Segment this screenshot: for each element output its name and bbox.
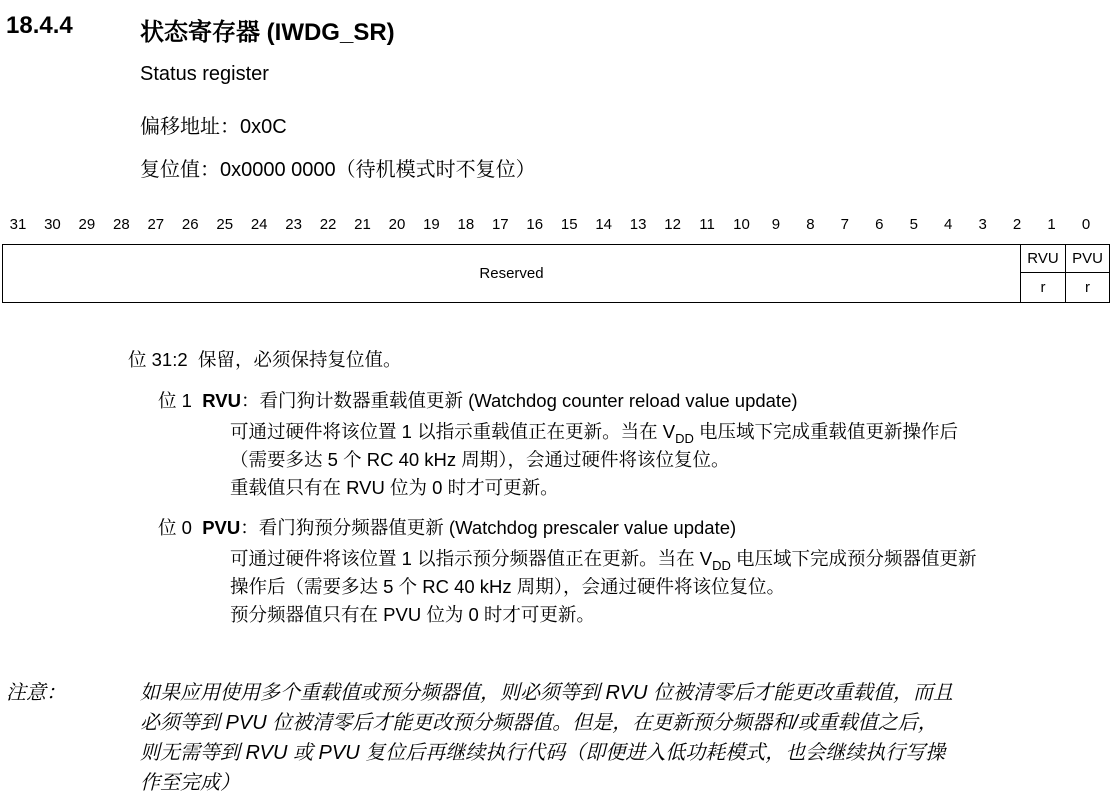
bit-number: 26 [181,216,199,233]
bit-number: 7 [840,216,849,233]
reserved-field: Reserved [3,245,1021,302]
bit-number: 25 [216,216,234,233]
note-line4: 作至完成） [140,772,240,794]
bit-number: 16 [526,216,544,233]
bit-number: 21 [354,216,371,233]
section-title: 状态寄存器 (IWDG_SR) [140,19,395,46]
bit-number: 10 [733,216,750,233]
reset-label: 复位值： [140,159,220,181]
bit1-label: 位 1 [158,390,192,411]
bit1-line2: （需要多达 5 个 RC 40 kHz 周期），会通过硬件将该位复位。 [230,449,730,470]
bit0-title: ：看门狗预分频器值更新 (Watchdog prescaler value update) [240,517,737,538]
bit0-vdd-sub: DD [712,558,731,573]
bit1-line1 [230,418,958,444]
bit-number: 31 [9,216,27,233]
rvu-field-access: r [1021,273,1066,302]
bit-number: 4 [944,216,953,233]
bit-number: 5 [909,216,918,233]
bit-number: 27 [147,216,165,233]
bit-number: 2 [1012,216,1022,233]
bit-number: 18 [457,216,475,233]
offset-value: 0x0C [240,116,287,138]
rvu-field-name: RVU [1021,245,1066,273]
bit-number: 15 [560,216,578,233]
bits-31-2-label: 位 31:2 [128,349,188,370]
note-line2: 必须等到 PVU 位被清零后才能更改预分频器值。但是，在更新预分频器和/或重载值之后， [140,712,938,734]
section-number: 18.4.4 [6,12,73,39]
bit1-line3: 重载值只有在 RVU 位为 0 时才可更新。 [230,477,559,498]
pvu-field-name: PVU [1066,245,1109,273]
bit-number: 29 [78,216,96,233]
reset-note: （待机模式时不复位） [335,159,536,181]
reset-value: 0x0000 0000 [220,159,336,181]
bit0-name: PVU [202,517,241,538]
bit-number: 19 [423,216,440,233]
bit-number: 20 [388,216,406,233]
bit1-line1-a: 可通过硬件将该位置 1 以指示重载值正在更新。当在 V [230,421,676,442]
bits-31-2-description [128,346,401,372]
bit-number: 0 [1081,216,1091,233]
bit1-name: RVU [202,390,241,411]
bit-number: 6 [875,216,884,233]
bit-number: 22 [319,216,337,233]
bits-31-2-text: 保留，必须保持复位值。 [197,349,402,370]
bit-number: 24 [250,216,268,233]
pvu-field-access: r [1085,279,1090,296]
bit-number: 8 [806,216,815,233]
offset-label: 偏移地址： [140,116,240,138]
bit-number: 11 [699,216,715,233]
bit-number: 1 [1047,216,1056,233]
bit0-heading [158,514,736,540]
bit-number: 23 [285,216,302,233]
bit-number-row [0,216,1112,236]
bit1-heading [158,387,798,413]
note-label: 注意： [6,682,66,704]
bit-number: 12 [664,216,681,233]
bit-number: 14 [595,216,613,233]
bit0-line3: 预分频器值只有在 PVU 位为 0 时才可更新。 [230,604,595,625]
bit1-line1-b: 电压域下完成重载值更新操作后 [693,421,958,442]
bit0-line1-b: 电压域下完成预分频器值更新 [730,548,977,569]
bit1-vdd-sub: DD [675,431,694,446]
bit-number: 30 [44,216,61,233]
bit-number: 17 [491,216,509,233]
note-line1: 如果应用使用多个重载值或预分频器值，则必须等到 RVU 位被清零后才能更改重载值，而且 [140,682,953,704]
bit0-line2: 操作后（需要多达 5 个 RC 40 kHz 周期），会通过硬件将该位复位。 [230,576,786,597]
reset-line [140,153,536,182]
bit0-line1-a: 可通过硬件将该位置 1 以指示预分频器值正在更新。当在 V [230,548,713,569]
bit0-label: 位 0 [158,517,192,538]
register-subtitle: Status register [140,63,269,85]
bit-number: 13 [629,216,647,233]
bit-number: 3 [978,216,987,233]
bit-number: 9 [771,216,781,233]
bit1-title: ：看门狗计数器重载值更新 (Watchdog counter reload value update) [240,390,798,411]
register-diagram [2,244,1110,303]
note-line3: 则无需等到 RVU 或 PVU 复位后再继续执行代码（即便进入低功耗模式，也会继续执行写操 [140,742,946,764]
bit0-line1 [230,545,977,571]
bit-number: 28 [113,216,130,233]
offset-line [140,110,287,139]
